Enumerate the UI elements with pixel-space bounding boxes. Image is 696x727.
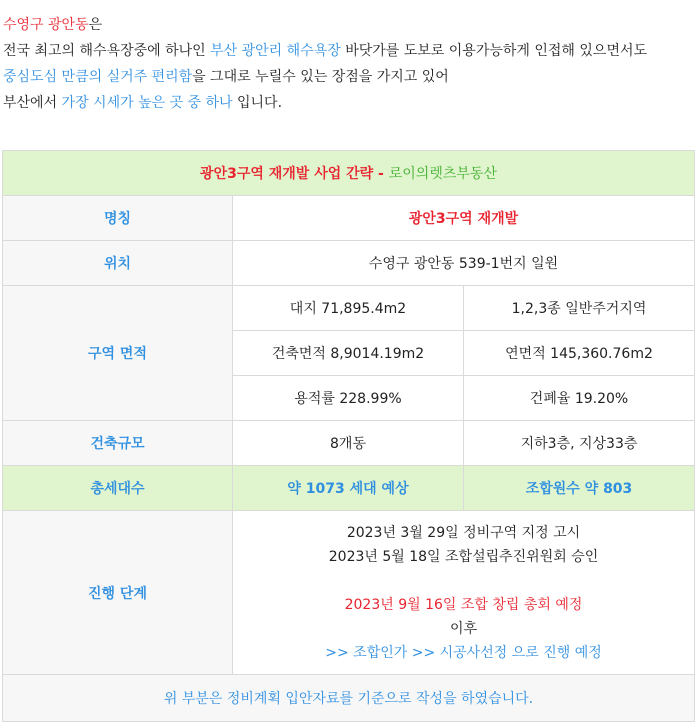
table-title-source: 로이의렛츠부동산 xyxy=(388,166,497,182)
intro-line-4-a: 부산에서 xyxy=(3,95,62,111)
scale-label: 건축규모 xyxy=(3,421,233,466)
area-land: 대지 71,895.4m2 xyxy=(233,286,464,331)
table-row xyxy=(3,511,695,675)
table-title-separator: - xyxy=(373,166,389,182)
area-total-floor: 연면적 145,360.76m2 xyxy=(464,331,695,376)
table-row xyxy=(3,196,695,241)
stage-line-1: 2023년 3월 29일 정비구역 지정 고시 xyxy=(346,524,581,541)
table-note-row xyxy=(3,675,695,722)
stage-label: 진행 단계 xyxy=(3,511,233,675)
intro-line-4-b: 입니다. xyxy=(232,95,283,111)
area-coverage-ratio: 건폐율 19.20% xyxy=(464,376,695,421)
intro-beach: 부산 광안리 해수욕장 xyxy=(210,43,341,59)
stage-line-3: 2023년 9월 16일 조합 창립 총회 예정 xyxy=(344,596,583,613)
table-title-row xyxy=(3,151,695,196)
stage-line-2: 2023년 5월 18일 조합설립추진위원회 승인 xyxy=(328,548,599,565)
area-floor-ratio: 용적률 228.99% xyxy=(233,376,464,421)
households-planned: 약 1073 세대 예상 xyxy=(233,466,464,511)
stage-spacer xyxy=(239,569,688,593)
area-building: 건축면적 8,9014.19m2 xyxy=(233,331,464,376)
intro-line-2 xyxy=(3,38,693,64)
name-label: 명칭 xyxy=(3,196,233,241)
intro-convenience: 중심도심 만큼의 실거주 편리함 xyxy=(3,69,193,85)
households-label: 총세대수 xyxy=(3,466,233,511)
table-row xyxy=(3,421,695,466)
intro-line-3 xyxy=(3,64,693,90)
intro-line-2-a: 전국 최고의 해수욕장중에 하나인 xyxy=(3,43,211,59)
intro-line-1 xyxy=(3,12,693,38)
table-row xyxy=(3,466,695,511)
location-value: 수영구 광안동 539-1번지 일원 xyxy=(233,241,695,286)
name-value: 광안3구역 재개발 xyxy=(233,196,695,241)
stage-details xyxy=(233,511,695,675)
intro-line-3-b: 을 그대로 누릴수 있는 장점을 가지고 있어 xyxy=(192,69,449,85)
area-zoning: 1,2,3종 일반주거지역 xyxy=(464,286,695,331)
stage-line-5: >> 조합인가 >> 시공사선정 으로 진행 예정 xyxy=(325,644,602,661)
table-note: 위 부분은 정비계획 입안자료를 기준으로 작성을 하였습니다. xyxy=(3,675,695,722)
scale-floors: 지하3층, 지상33층 xyxy=(464,421,695,466)
intro-text xyxy=(0,0,696,116)
intro-location: 수영구 광안동 xyxy=(3,17,89,33)
intro-line-4 xyxy=(3,90,693,116)
intro-price: 가장 시세가 높은 곳 중 하나 xyxy=(61,95,233,111)
scale-buildings: 8개동 xyxy=(233,421,464,466)
union-members: 조합원수 약 803 xyxy=(464,466,695,511)
project-summary-table xyxy=(2,150,695,722)
table-row xyxy=(3,286,695,331)
location-label: 위치 xyxy=(3,241,233,286)
stage-line-4: 이후 xyxy=(449,620,478,637)
table-title-main: 광안3구역 재개발 사업 간략 xyxy=(200,166,374,182)
intro-line-1-rest: 은 xyxy=(88,17,103,33)
table-title xyxy=(3,151,695,196)
table-row xyxy=(3,241,695,286)
intro-line-2-b: 바닷가를 도보로 이용가능하게 인접해 있으면서도 xyxy=(340,43,648,59)
area-label: 구역 면적 xyxy=(3,286,233,421)
